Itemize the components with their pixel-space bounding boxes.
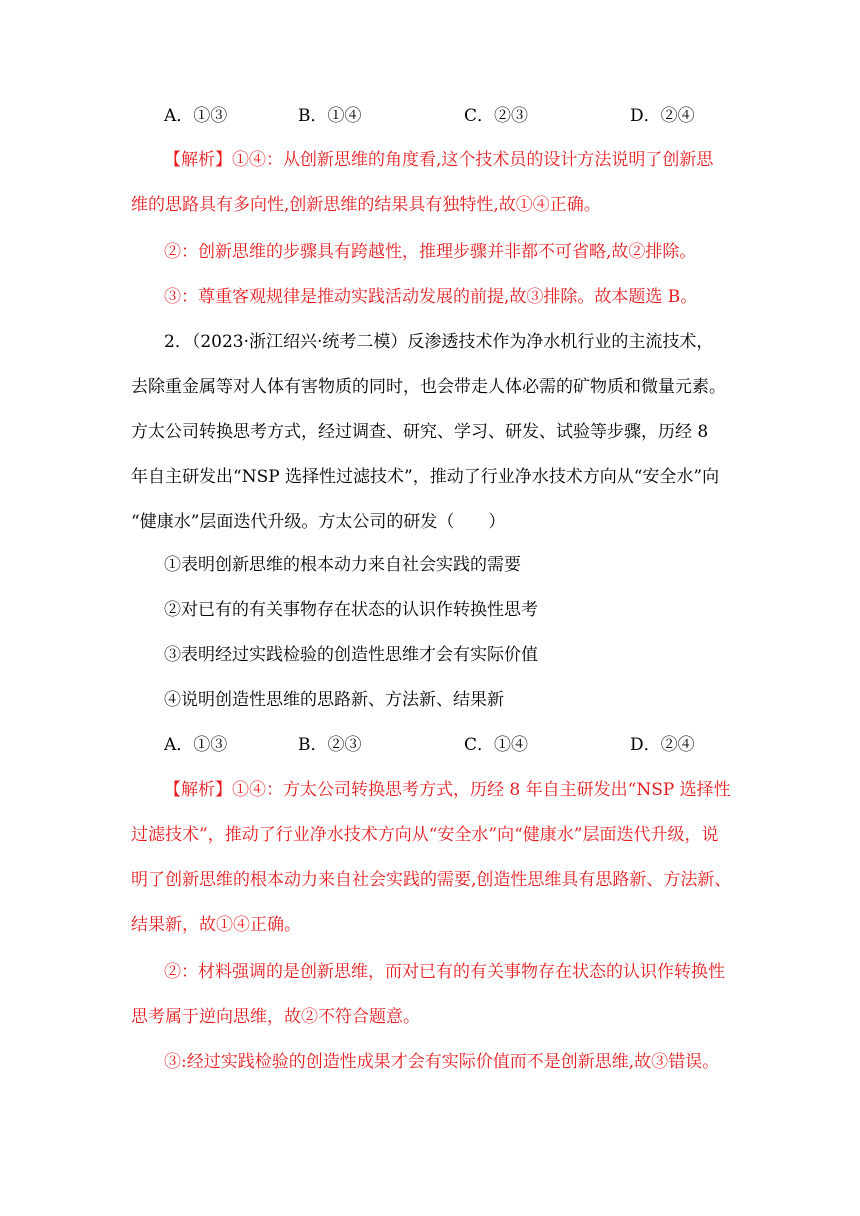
q2-analysis-line-1: 【解析】①④：方太公司转换思考方式，历经 8 年自主研发出“NSP 选择性 bbox=[164, 780, 731, 800]
q2-option-b: B．②③ bbox=[298, 735, 362, 755]
q2-stem-line-2: 去除重金属等对人体有害物质的同时，也会带走人体必需的矿物质和微量元素。 bbox=[131, 377, 726, 397]
q2-options bbox=[164, 733, 764, 757]
q2-analysis-line-6: 思考属于逆向思维，故②不符合题意。 bbox=[131, 1007, 420, 1027]
q1-options bbox=[164, 104, 764, 128]
q2-stem-line-1: 2．（2023·浙江绍兴·统考二模）反渗透技术作为净水机行业的主流技术， bbox=[164, 332, 714, 352]
q2-option-c: C．①④ bbox=[464, 735, 529, 755]
q2-option-d: D．②④ bbox=[630, 735, 695, 755]
q1-option-b: B．①④ bbox=[298, 106, 362, 126]
q1-analysis-line-3: ②：创新思维的步骤具有跨越性，推理步骤并非都不可省略,故②排除。 bbox=[164, 242, 697, 262]
q2-stem-line-3: 方太公司转换思考方式，经过调查、研究、学习、研发、试验等步骤，历经 8 bbox=[131, 422, 709, 442]
q1-analysis-line-4: ③：尊重客观规律是推动实践活动发展的前提,故③排除。故本题选 B。 bbox=[164, 287, 698, 307]
q2-stem-line-5: “健康水”层面迭代升级。方太公司的研发（ ） bbox=[131, 512, 506, 532]
q1-option-a: A．①③ bbox=[164, 106, 228, 126]
q1-analysis-line-1: 【解析】①④：从创新思维的角度看,这个技术员的设计方法说明了创新思 bbox=[164, 150, 714, 170]
q2-statement-4: ④说明创造性思维的思路新、方法新、结果新 bbox=[164, 690, 504, 710]
q2-statement-3: ③表明经过实践检验的创造性思维才会有实际价值 bbox=[164, 645, 538, 665]
q2-option-a: A．①③ bbox=[164, 735, 228, 755]
q2-analysis-line-7: ③:经过实践检验的创造性成果才会有实际价值而不是创新思维,故③错误。 bbox=[164, 1052, 720, 1072]
q1-analysis-line-2: 维的思路具有多向性,创新思维的结果具有独特性,故①④正确。 bbox=[131, 195, 601, 215]
q2-analysis-line-3: 明了创新思维的根本动力来自社会实践的需要,创造性思维具有思路新、方法新、 bbox=[131, 870, 732, 890]
q2-analysis-line-2: 过滤技术”，推动了行业净水技术方向从“安全水”向“健康水”层面迭代升级，说 bbox=[131, 825, 719, 845]
q2-stem-line-4: 年自主研发出“NSP 选择性过滤技术”，推动了行业净水技术方向从“安全水”向 bbox=[131, 467, 720, 487]
q2-analysis-line-5: ②：材料强调的是创新思维，而对已有的有关事物存在状态的认识作转换性 bbox=[164, 962, 725, 982]
q2-analysis-line-4: 结果新，故①④正确。 bbox=[131, 915, 301, 935]
q2-statement-2: ②对已有的有关事物存在状态的认识作转换性思考 bbox=[164, 600, 538, 620]
q1-option-d: D．②④ bbox=[630, 106, 695, 126]
q1-option-c: C．②③ bbox=[464, 106, 529, 126]
q2-statement-1: ①表明创新思维的根本动力来自社会实践的需要 bbox=[164, 555, 521, 575]
